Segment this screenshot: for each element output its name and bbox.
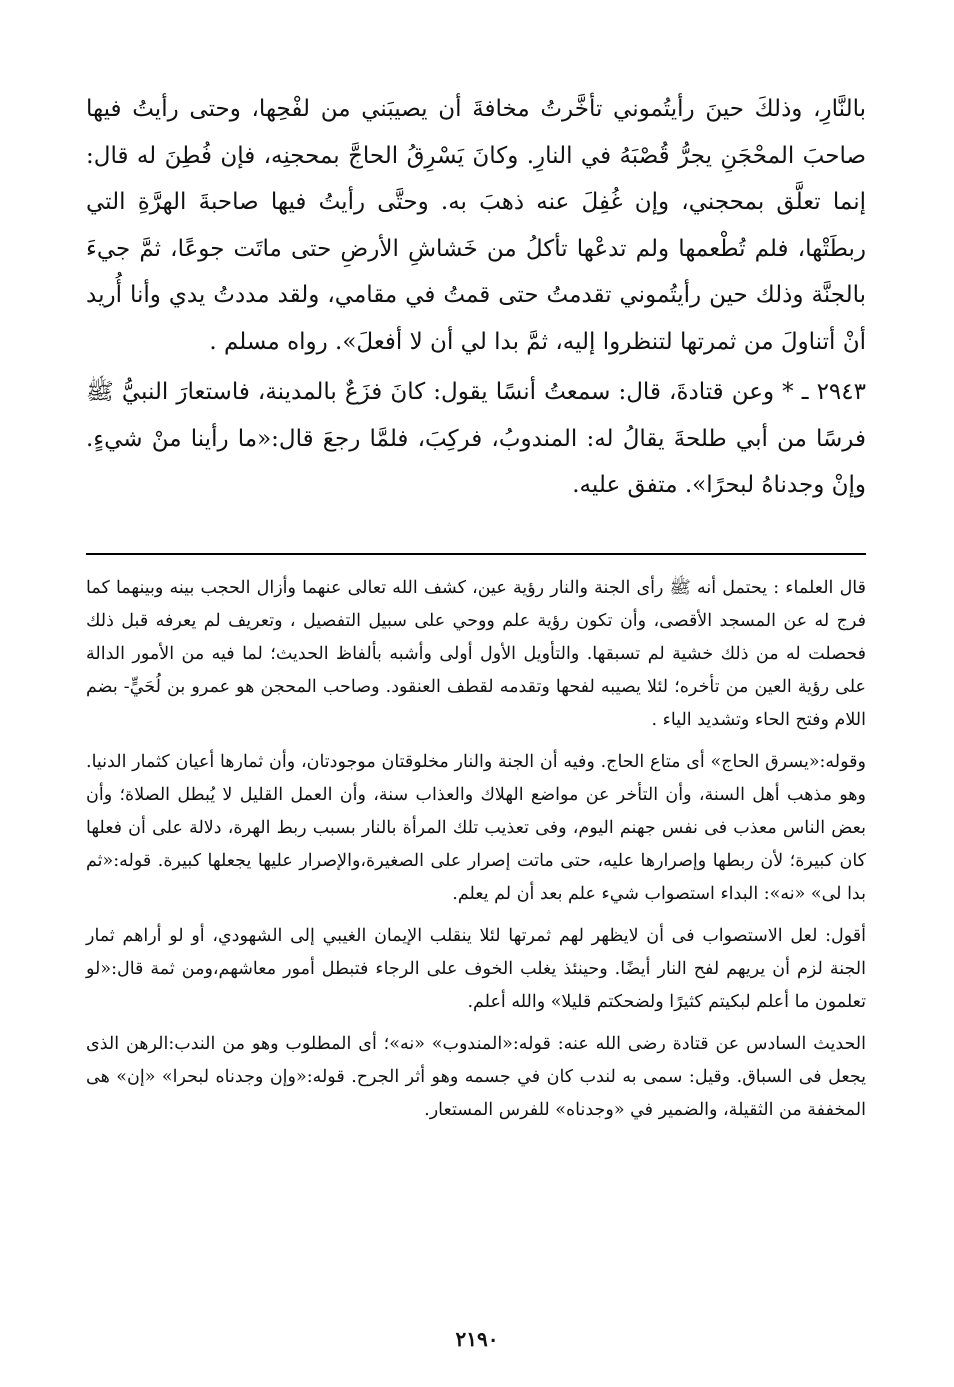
main-paragraph: بالنَّارِ، وذلكَ حينَ رأيتُموني تأخَّرتُ مخافةَ أن يصيبَني من لفْحِها، وحتى رأيتُ فيها صاحبَ المحْجَنِ يجرُّ قُصْبَهُ في النارِ. وكانَ يَسْرِقُ الحاجَّ بمحجنِه، فإن فُطِنَ له قال: إنما تعلَّق بمحجني، وإن غُفِلَ عنه ذهبَ به. وحتَّى رأيتُ فيها صاحبةَ الهرَّةِ التي ربطَتْها، فلم تُطْعمها ولم تدعْها تأكلُ من خَشاشِ الأرضِ حتى ماتَت جوعًا، ثمَّ جيءَ بالجنَّة وذلك حين رأيتُموني تقدمتُ حتى قمتُ في مقامي، ولقد مددتُ يدي وأنا أُريد أنْ أتناولَ من ثمرتها لتنظروا إليه، ثمَّ بدا لي أن لا أفعلَ». رواه مسلم . xyxy=(86,96,866,355)
note-paragraph: قال العلماء : يحتمل أنه ﷺ رأى الجنة والنار رؤية عين، كشف الله تعالى عنهما وأزال الحجب بينه وبينهما كما فرج له عن المسجد الأقصى، وأن تكون رؤية علم ووحي على سبيل التفصيل ، وتعريف لم يعرفه قبل ذلك فحصلت له من ذلك خشية لم تسبقها. والتأويل الأول أولى وأشبه بألفاظ الحديث؛ لما فيه من الأمور الدالة على رؤية العين من تأخره؛ لئلا يصيبه لفحها وتقدمه لقطف العنقود. وصاحب المحجن هو عمرو بن لُحَيٍّ- بضم اللام وفتح الحاء وتشديد الياء . xyxy=(86,578,866,730)
footnote-divider xyxy=(86,553,866,555)
note-paragraph: الحديث السادس عن قتادة رضى الله عنه: قوله:«المندوب» «نه»؛ أى المطلوب وهو من الندب:الرهن الذى يجعل فى السباق. وقيل: سمى به لندب كان في جسمه وهو أثر الجرح. قوله:«وإن وجدناه لبحرا» «إن» هى المخففة من الثقيلة، والضمير في «وجدناه» للفرس المستعار. xyxy=(86,1034,866,1120)
hadith-paragraph: ٢٩٤٣ ـ * وعن قتادةَ، قال: سمعتُ أنسًا يقول: كانَ فزَعٌ بالمدينة، فاستعارَ النبيُّ ﷺ فرسًا من أبي طلحةَ يقالُ له: المندوبُ، فركِبَ، فلمَّا رجعَ قال:«ما رأينا منْ شيءٍ. وإنْ وجدناهُ لبحرًا». متفق عليه. xyxy=(86,379,866,498)
main-text xyxy=(86,86,866,509)
note-paragraph: وقوله:«يسرق الحاج» أى متاع الحاج. وفيه أن الجنة والنار مخلوقتان موجودتان، وأن ثمارها أعيان كثمار الدنيا. وهو مذهب أهل السنة، وأن التأخر عن مواضع الهلاك والعذاب سنة، وأن العمل القليل لا يُبطل الصلاة؛ وأن بعض الناس معذب فى نفس جهنم اليوم، وفى تعذيب تلك المرأة بالنار بسبب ربط الهرة، دلالة على أن فعلها كان كبيرة؛ لأن ربطها وإصرارها عليه، حتى ماتت إصرار على الصغيرة،والإصرار عليها يجعلها كبيرة. قوله:«ثم بدا لى» «نه»: البداء استصواب شيء علم بعد أن لم يعلم. xyxy=(86,752,866,904)
note-paragraph: أقول: لعل الاستصواب فى أن لايظهر لهم ثمرتها لئلا ينقلب الإيمان الغيبي إلى الشهودي، أو لو أراهم ثمار الجنة لزم أن يريهم لفح النار أيضًا. وحينئذ يغلب الخوف على الرجاء فتبطل أمور معاشهم،ومن ثمة قال:«لو تعلمون ما أعلم لبكيتم كثيرًا ولضحكتم قليلا» والله أعلم. xyxy=(86,926,866,1012)
page-number: ٢١٩٠ xyxy=(455,1327,499,1351)
commentary-notes xyxy=(86,572,866,1136)
